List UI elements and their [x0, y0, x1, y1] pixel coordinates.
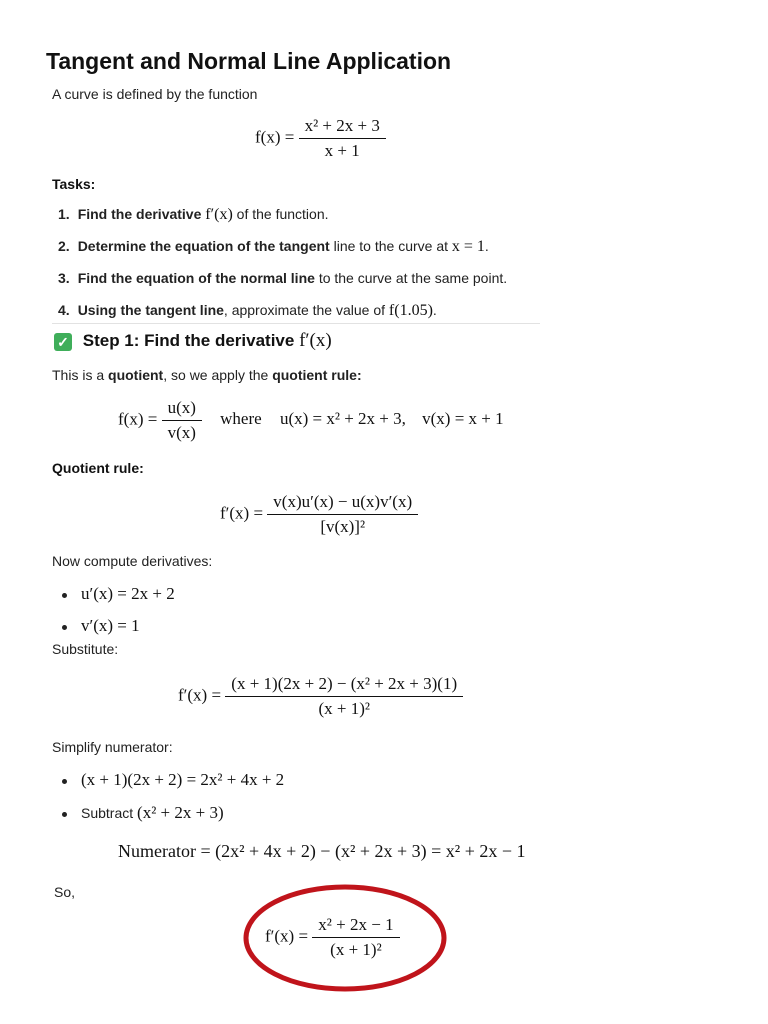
final-numerator: x² + 2x − 1 [318, 915, 394, 934]
checkmark-icon: ✓ [54, 333, 72, 351]
uv-u: u(x) = x² + 2x + 3, [279, 409, 406, 429]
uv-definition [118, 398, 504, 443]
sub-numerator: (x + 1)(2x + 2) − (x² + 2x + 3)(1) [231, 674, 458, 693]
uv-numerator: u(x) [167, 398, 196, 417]
task-item-4 [58, 302, 437, 320]
final-derivative [265, 915, 400, 960]
task-number: 3. [58, 270, 70, 286]
quotient-rule-label: Quotient rule: [52, 460, 144, 476]
sub-denominator: (x + 1)² [225, 696, 463, 719]
sub-lhs: f′(x) = [178, 685, 222, 705]
task-bold: Determine the equation of the tangent [77, 238, 330, 254]
function-numerator: x² + 2x + 3 [304, 116, 380, 135]
uv-where: where [220, 409, 262, 429]
quotient-rule-formula [220, 492, 418, 537]
task-rest: of the function. [236, 206, 329, 222]
derivative-v: v′(x) = 1 [81, 616, 140, 635]
final-fraction [315, 915, 396, 960]
bullet-icon [62, 812, 67, 817]
intro-part: , so we apply the [163, 367, 273, 383]
bullet-icon [62, 779, 67, 784]
qr-lhs: f′(x) = [220, 503, 264, 523]
final-lhs: f′(x) = [265, 926, 309, 946]
task-rest: to the curve at the same point. [318, 270, 508, 286]
task-math: x = 1 [451, 238, 485, 255]
task-math: f′(x) [205, 206, 233, 223]
compute-label: Now compute derivatives: [52, 553, 213, 569]
substitute-formula [178, 674, 463, 719]
task-bold: Find the equation of the normal line [77, 270, 315, 286]
uv-denominator: v(x) [162, 420, 202, 443]
task-item-3 [58, 270, 507, 286]
function-lhs: f(x) = [255, 127, 295, 147]
task-item-1 [58, 206, 329, 224]
intro-bold: quotient [108, 367, 164, 383]
qr-denominator: [v(x)]² [267, 514, 418, 537]
simplify-label: Simplify numerator: [52, 739, 173, 755]
list-item [62, 584, 175, 604]
task-rest: line to the curve at [333, 238, 448, 254]
step1-intro [52, 367, 362, 383]
list-item [62, 770, 284, 790]
list-item [62, 616, 140, 636]
function-fraction [302, 116, 383, 161]
simplify-step-2-math: (x² + 2x + 3) [137, 803, 224, 822]
task-math: f(1.05) [388, 302, 433, 319]
numerator-equation: Numerator = (2x² + 4x + 2) − (x² + 2x + 3) = x² + 2x − 1 [118, 841, 526, 861]
task-number: 2. [58, 238, 70, 254]
final-denominator: (x + 1)² [312, 937, 399, 960]
sub-fraction [228, 674, 460, 719]
task-item-2 [58, 238, 489, 256]
simplify-step-2-text: Subtract [81, 805, 138, 821]
qr-fraction [270, 492, 415, 537]
task-end: . [484, 238, 489, 254]
qr-numerator: v(x)u′(x) − u(x)v′(x) [273, 492, 413, 511]
task-number: 4. [58, 302, 70, 318]
page-title: Tangent and Normal Line Application [46, 48, 452, 74]
derivative-u: u′(x) = 2x + 2 [81, 584, 175, 603]
step1-heading-math: f′(x) [299, 330, 332, 351]
bullet-icon [62, 593, 67, 598]
intro-text: A curve is defined by the function [52, 86, 258, 102]
task-bold: Using the tangent line [77, 302, 224, 318]
bullet-icon [62, 625, 67, 630]
uv-v: v(x) = x + 1 [422, 409, 504, 429]
function-definition [255, 116, 386, 161]
step1-heading-text: Step 1: Find the derivative [82, 331, 295, 350]
uv-fraction [165, 398, 199, 443]
task-number: 1. [58, 206, 70, 222]
divider [52, 323, 540, 324]
function-denominator: x + 1 [299, 138, 386, 161]
simplify-step-1: (x + 1)(2x + 2) = 2x² + 4x + 2 [81, 770, 285, 789]
tasks-label: Tasks: [52, 176, 96, 192]
substitute-label: Substitute: [52, 641, 119, 657]
task-bold: Find the derivative [77, 206, 202, 222]
uv-lhs: f(x) = [118, 409, 158, 429]
intro-part: This is a [52, 367, 109, 383]
intro-bold: quotient rule: [272, 367, 362, 383]
list-item [62, 803, 224, 823]
so-label: So, [54, 884, 76, 900]
task-rest: , approximate the value of [223, 302, 386, 318]
task-end: . [432, 302, 437, 318]
step1-heading [54, 330, 332, 352]
